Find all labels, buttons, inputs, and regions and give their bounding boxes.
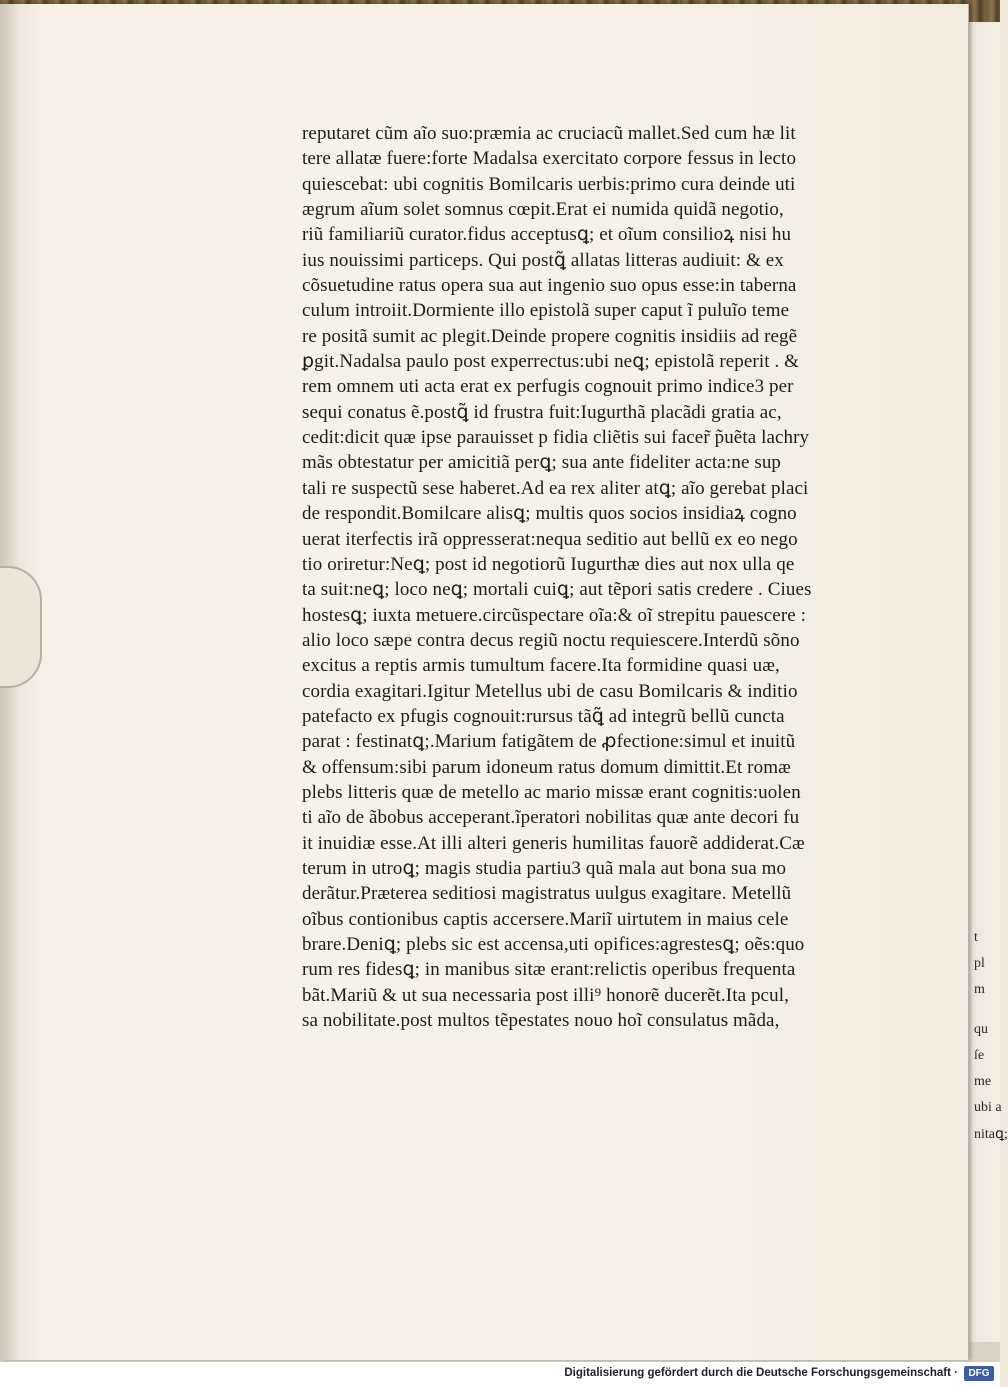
text-line: sa nobilitate.post multos tẽpestates nouo hoĩ consulatus mãda, <box>302 1010 780 1032</box>
text-line: cõsuetudine ratus opera sua aut ingenio suo opus esse:in taberna <box>302 275 797 297</box>
text-line: ti aĩo de ãbobus acceperant.ĩperatori nobilitas quæ ante decori fu <box>302 807 800 829</box>
adjacent-page-fragment: pl <box>974 956 985 971</box>
text-line: tio oriretur:Neꝗ; post id negotiorũ Iugurthæ dies aut nox ulla qe <box>302 553 795 575</box>
text-line: ægrum aĩum solet somnus cœpit.Erat ei numida quidã negotio, <box>302 199 784 221</box>
text-line: cedit:dicit quæ ipse parauisset p fidia cliẽtis sui facer̃ p̃uẽta lachry <box>302 427 810 449</box>
adjacent-page-fragment: ſe <box>974 1048 985 1063</box>
text-line: patefacto ex pfugis cognouit:rursus tãꝗ̃ ad integrũ bellũ cuncta <box>302 705 785 727</box>
text-line: sequi conatus ẽ.postꝗ̃ id frustra fuit:Iugurthã placãdi gratia ac, <box>302 401 782 423</box>
text-line: re positã sumit ac plegit.Deinde propere cognitis insidiis ad regẽ <box>302 325 798 347</box>
text-line: cordia exagitari.Igitur Metellus ubi de casu Bomilcaris & inditio <box>302 680 798 702</box>
text-line: terum in utroꝗ; magis studia partiu3 quã mala aut bona sua mo <box>302 857 787 879</box>
page-clip <box>0 566 42 688</box>
text-line: derãtur.Præterea seditiosi magistratus uulgus exagitare. Metellũ <box>302 883 792 905</box>
text-line: parat : festinatꝗ;.Marium fatigãtem de ꝓfectione:simul et inuitũ <box>302 731 796 753</box>
text-line: plebs litteris quæ de metello ac mario missæ erant cognitis:uolen <box>302 781 801 803</box>
adjacent-page-fragment: t <box>974 930 978 945</box>
text-line: tere allatæ fuere:forte Madalsa exercitato corpore fessus in lecto <box>302 148 797 170</box>
adjacent-page-fragment: ubi a <box>974 1100 1002 1115</box>
text-line: quiescebat: ubi cognitis Bomilcaris uerbis:primo cura deinde uti <box>302 173 796 195</box>
text-line: rum res fidesꝗ; in manibus sitæ erant:relictis operibus frequenta <box>302 959 796 981</box>
text-line: & offensum:sibi parum idoneum ratus domum dimittit.Et romæ <box>302 756 791 778</box>
text-line: bãt.Mariũ & ut sua necessaria post illi⁹ honorẽ ducerẽt.Ita pcul, <box>302 984 789 1006</box>
footer-bar <box>0 1362 1000 1387</box>
adjacent-page-fragment: nitaꝗ; <box>974 1127 1008 1142</box>
text-line: excitus a reptis armis tumultum facere.Ita formidine quasi uæ, <box>302 655 780 677</box>
page-text <box>302 121 892 1033</box>
adjacent-page-fragment: qu <box>974 1022 988 1037</box>
text-line: mãs obtestatur per amicitiã perꝗ; sua ante fideliter acta:ne sup <box>302 452 782 474</box>
text-line: brare.Deniꝗ; plebs sic est accensa,uti opifices:agrestesꝗ; oẽs:quo <box>302 934 805 955</box>
text-line: tali re suspectũ sese haberet.Ad ea rex aliter atꝗ; aĩo gerebat placi <box>302 477 809 499</box>
text-line: it inuidiæ esse.At illi alteri generis humilitas fauorẽ addiderat.Cæ <box>302 832 805 854</box>
adjacent-page-fragment: m <box>974 982 985 997</box>
text-line: oĩbus contionibus captis accersere.Mariĩ uirtutem in maius cele <box>302 908 789 930</box>
text-line: de respondit.Bomilcare alisꝗ; multis quos socios insidiaꝝ cogno <box>302 503 797 525</box>
text-line: alio loco sæpe contra decus regiũ noctu requiescere.Interdũ sõno <box>302 629 800 651</box>
text-line: hostesꝗ; iuxta metuere.circũspectare oĩa:& oĩ strepitu pauescere : <box>302 604 807 626</box>
funding-credit: Digitalisierung gefördert durch die Deutsche Forschungsgemeinschaft · <box>564 1367 958 1379</box>
text-line: culum introiit.Dormiente illo epistolã super caput ĩ puluĩo teme <box>302 300 790 322</box>
text-line: reputaret cũm aĩo suo:præmia ac cruciacũ mallet.Sed cum hæ lit <box>302 123 796 144</box>
text-line: uerat iterfectis irã oppresserat:nequa seditio aut bellũ ex eo nego <box>302 528 798 550</box>
text-line: rem omnem uti acta erat ex perfugis cognouit primo indice3 per <box>302 376 794 398</box>
text-line: ta suit:neꝗ; loco neꝗ; mortali cuiꝗ; aut tẽpori satis credere . Ciues <box>302 579 812 601</box>
text-line: ius nouissimi particeps. Qui postꝗ̃ allatas litteras audiuit: & ex <box>302 249 784 271</box>
text-line: riũ familiariũ curator.fidus acceptusꝗ; et oĩum consilioꝝ nisi hu <box>302 224 792 246</box>
dfg-logo: DFG <box>964 1366 994 1381</box>
adjacent-page-fragment: me <box>974 1074 992 1089</box>
text-line: ꝑgit.Nadalsa paulo post experrectus:ubi neꝗ; epistolã reperit . & <box>302 351 800 373</box>
